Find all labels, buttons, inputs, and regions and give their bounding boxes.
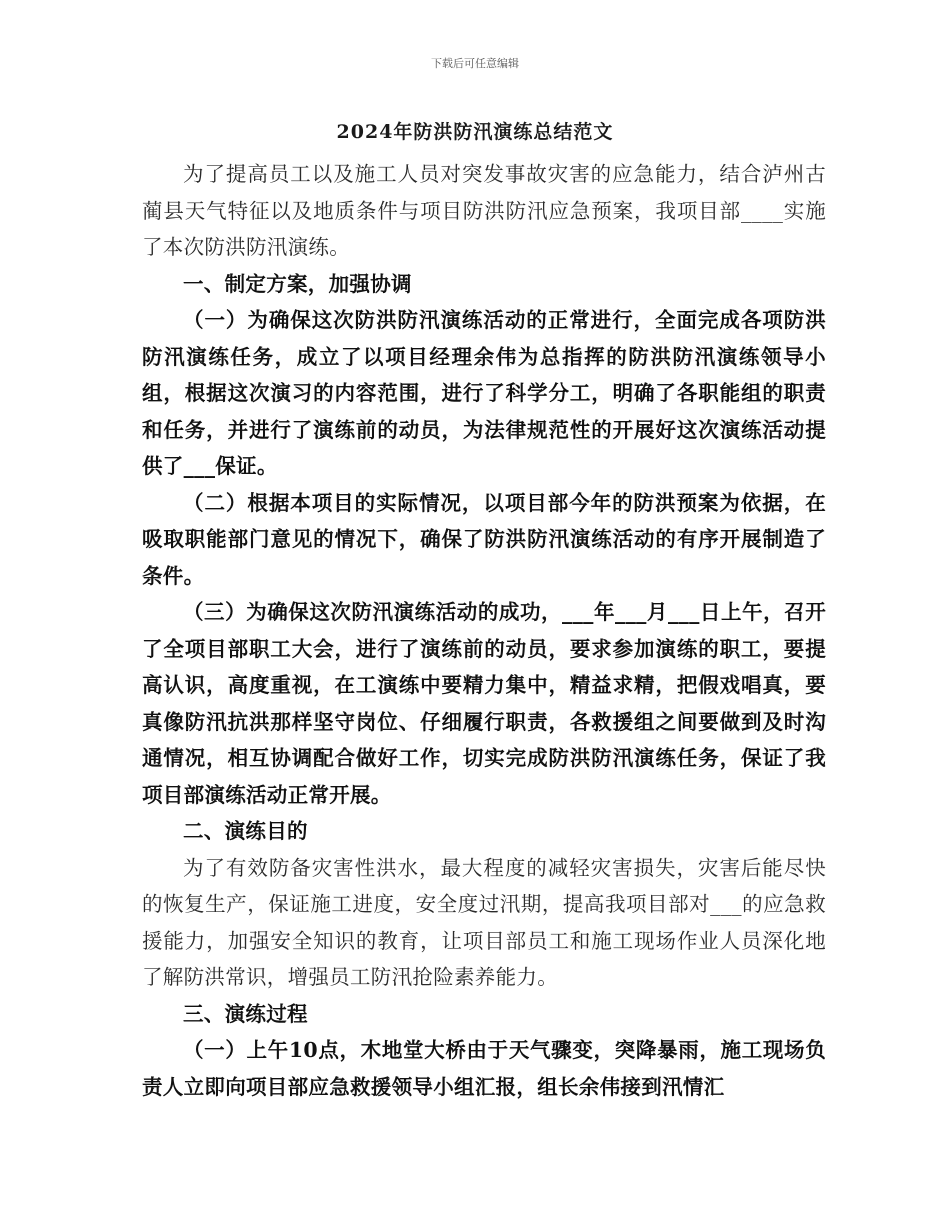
intro-paragraph: 为了提高员工以及施工人员对突发事故灾害的应急能力，结合泸州古蔺县天气特征以及地质条件与项目防洪防汛应急预案，我项目部____实施了本次防洪防汛演练。 bbox=[142, 162, 826, 259]
section-1-item-3: （三）为确保这次防汛演练活动的成功，___年___月___日上午，召开了全项目部职工大会，进行了演练前的动员，要求参加演练的职工，要提高认识，高度重视，在工演练中要精力集中，精益求精，把假戏唱真，要真像防汛抗洪那样坚守岗位、仔细履行职责，各救援组之间要做到及时沟通情况，相互协调配合做好工作，切实完成防洪防汛演练任务，保证了我项目部演练活动正常开展。 bbox=[142, 600, 826, 807]
section-3-item-1: （一）上午10点，木地堂大桥由于天气骤变，突降暴雨，施工现场负责人立即向项目部应急救援领导小组汇报，组长余伟接到汛情汇 bbox=[142, 1038, 826, 1099]
section-heading-1: 一、制定方案，加强协调 bbox=[183, 271, 412, 296]
header-note: 下载后可任意编辑 bbox=[431, 57, 519, 70]
section-1-item-1: （一）为确保这次防洪防汛演练活动的正常进行，全面完成各项防洪防汛演练任务，成立了以项目经理余伟为总指挥的防洪防汛演练领导小组，根据这次演习的内容范围，进行了科学分工，明确了各职能组的职责和任务，并进行了演练前的动员，为法律规范性的开展好这次演练活动提供了___保证。 bbox=[142, 308, 826, 478]
section-1-item-2: （二）根据本项目的实际情况，以项目部今年的防洪预案为依据，在吸取职能部门意见的情况下，确保了防洪防汛演练活动的有序开展制造了条件。 bbox=[142, 490, 826, 588]
document-body bbox=[142, 156, 826, 1105]
document-title: 2024年防洪防汛演练总结范文 bbox=[336, 121, 614, 143]
section-heading-2: 二、演练目的 bbox=[183, 819, 308, 843]
section-heading-3: 三、演练过程 bbox=[183, 1001, 308, 1026]
section-2-paragraph: 为了有效防备灾害性洪水，最大程度的减轻灾害损失，灾害后能尽快的恢复生产，保证施工进度，安全度过汛期，提高我项目部对___的应急救援能力，加强安全知识的教育，让项目部员工和施工现场作业人员深化地了解防洪常识，增强员工防汛抢险素养能力。 bbox=[142, 855, 826, 989]
